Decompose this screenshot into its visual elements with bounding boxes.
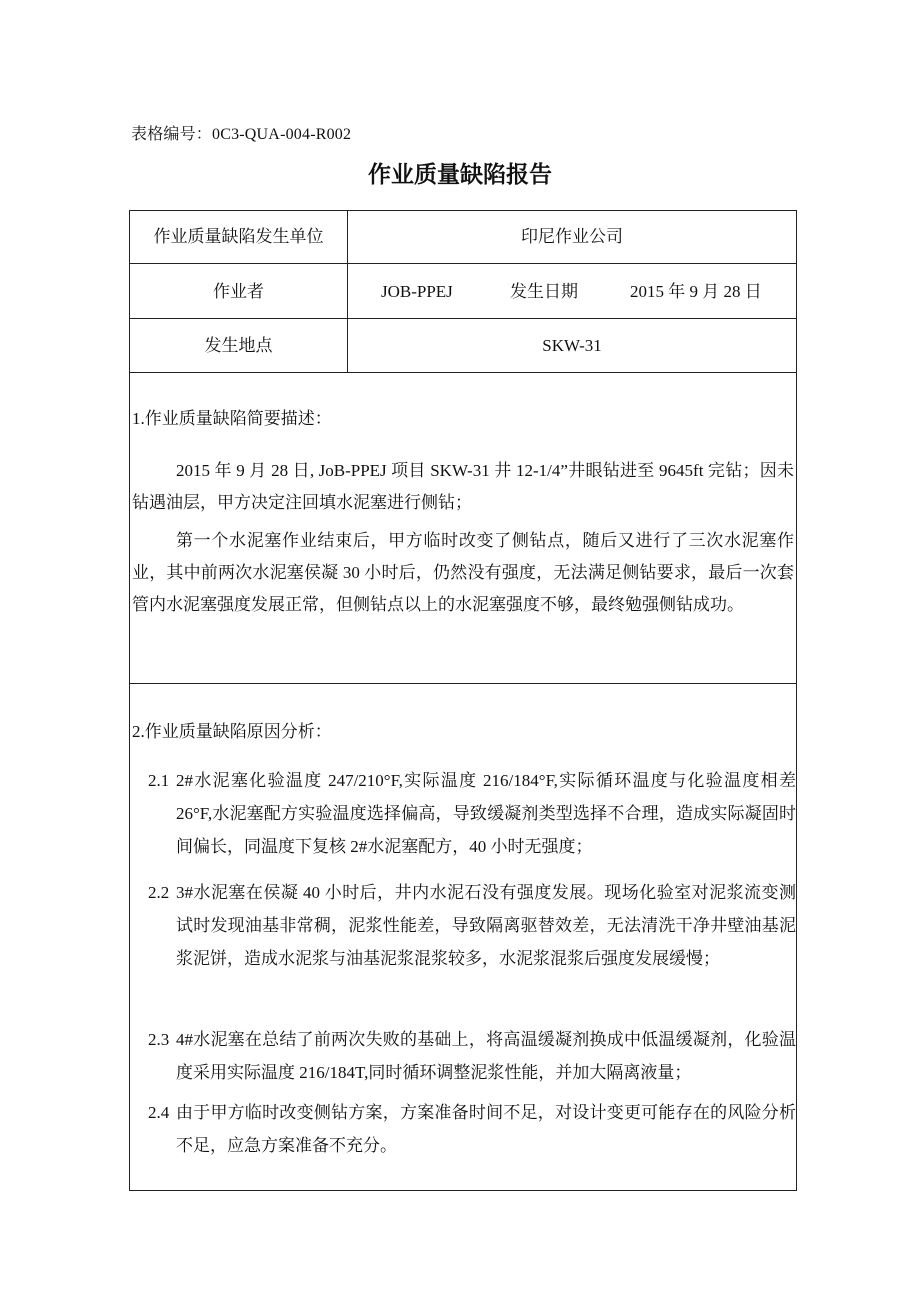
location-value: SKW-31 xyxy=(542,336,602,355)
cause-number: 2.2 xyxy=(148,883,170,902)
form-number: 表格编号：0C3-QUA-004-R002 xyxy=(131,126,352,143)
operator-value: JOB-PPEJ xyxy=(381,282,453,301)
date-label: 发生日期 xyxy=(510,282,578,301)
document-title: 作业质量缺陷报告 xyxy=(368,162,552,188)
report-table xyxy=(129,210,797,1191)
row-divider xyxy=(130,683,796,684)
row-divider xyxy=(130,263,796,264)
date-value: 2015 年 9 月 28 日 xyxy=(630,282,762,301)
section1-paragraph: 2015 年 9 月 28 日, JoB-PPEJ 项目 SKW-31 井 12-1/4”井眼钻进至 9645ft 完钻；因未钻遇油层，甲方决定注回填水泥塞进行侧钻； xyxy=(132,461,794,512)
location-label: 发生地点 xyxy=(204,336,273,355)
cause-text: 由于甲方临时改变侧钻方案，方案准备时间不足，对设计变更可能存在的风险分析不足，应急方案准备不充分。 xyxy=(176,1103,796,1155)
cause-text: 4#水泥塞在总结了前两次失败的基础上，将高温缓凝剂换成中低温缓凝剂，化验温度采用实际温度 216/184T,同时循环调整泥浆性能，并加大隔离液量； xyxy=(176,1030,796,1082)
cause-number: 2.3 xyxy=(148,1030,170,1049)
row-divider xyxy=(130,318,796,319)
section2-heading: 2.作业质量缺陷原因分析： xyxy=(132,722,332,741)
cause-number: 2.4 xyxy=(148,1103,170,1122)
cause-text: 3#水泥塞在侯凝 40 小时后，井内水泥石没有强度发展。现场化验室对泥浆流变测试时发现油基非常稠，泥浆性能差，导致隔离驱替效差，无法清洗干净井壁油基泥浆泥饼，造成水泥浆与油基泥浆混浆较多，水泥浆混浆后强度发展缓慢； xyxy=(176,883,796,968)
section1-paragraph: 第一个水泥塞作业结束后，甲方临时改变了侧钻点，随后又进行了三次水泥塞作业，其中前两次水泥塞侯凝 30 小时后，仍然没有强度，无法满足侧钻要求，最后一次套管内水泥塞强度发展正常，但侧钻点以上的水泥塞强度不够，最终勉强侧钻成功。 xyxy=(132,531,794,614)
unit-value: 印尼作业公司 xyxy=(521,227,623,246)
unit-label: 作业质量缺陷发生单位 xyxy=(153,227,324,246)
cause-number: 2.1 xyxy=(148,771,170,790)
operator-label: 作业者 xyxy=(213,282,264,301)
cause-text: 2#水泥塞化验温度 247/210°F,实际温度 216/184°F,实际循环温度与化验温度相差 26°F,水泥塞配方实验温度选择偏高，导致缓凝剂类型选择不合理，造成实际凝固时间偏长，同温度下复核 2#水泥塞配方，40 小时无强度； xyxy=(176,771,796,856)
row-divider xyxy=(130,372,796,373)
section1-heading: 1.作业质量缺陷简要描述： xyxy=(132,409,332,428)
